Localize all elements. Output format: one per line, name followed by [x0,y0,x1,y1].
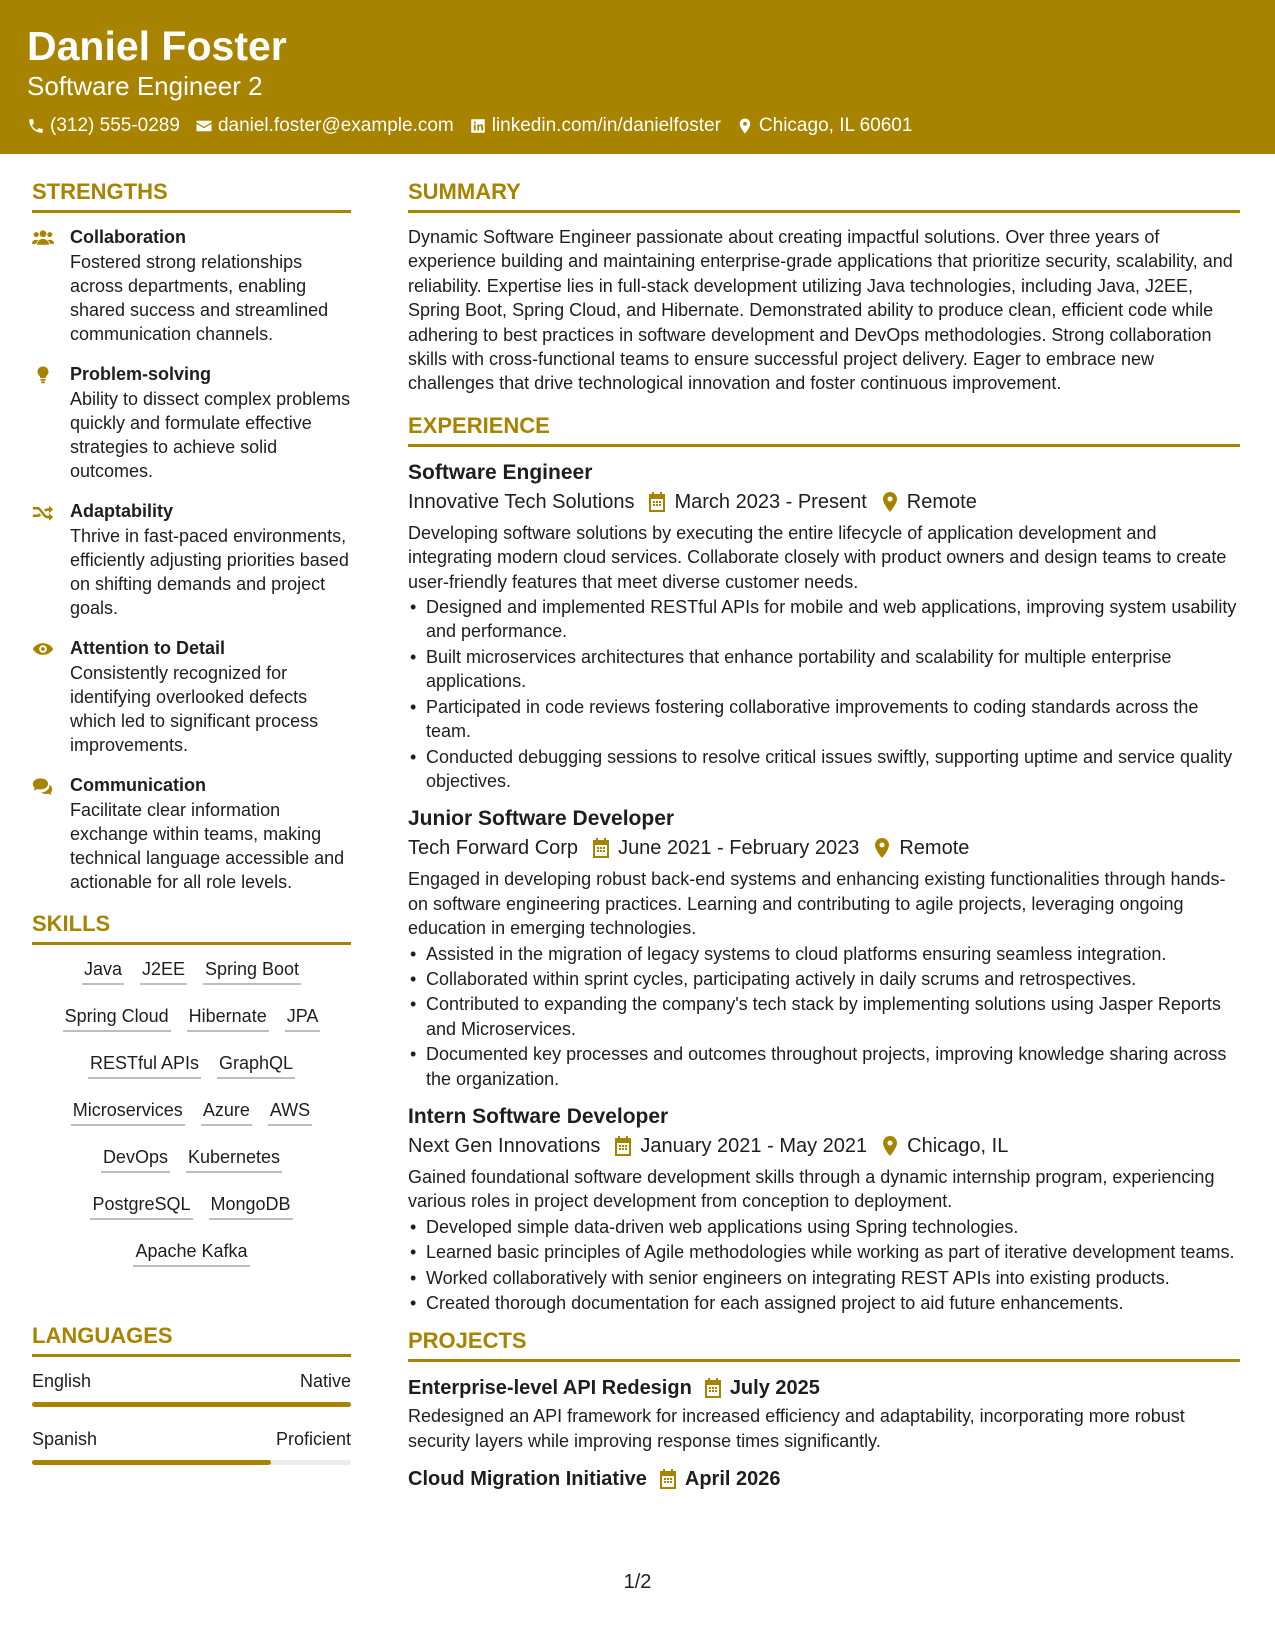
experience-heading: EXPERIENCE [408,412,1240,447]
map-pin-icon [881,1136,899,1156]
strength-title: Problem-solving [70,364,212,384]
phone-icon [27,117,45,135]
project-entry [408,1465,1240,1493]
job-entry [408,459,1240,793]
list-item: • Assisted in the migration of legacy systems to cloud platforms ensuring seamless integration. [408,942,1240,966]
job-company: Tech Forward Corp [408,837,579,860]
phone-text: (312) 555-0289 [50,115,180,136]
candidate-role: Software Engineer 2 [27,71,263,101]
list-item: • Worked collaboratively with senior engineers on integrating REST APIs into existing products. [408,1266,1240,1290]
eye-icon [32,639,54,659]
strength-desc: Facilitate clear information exchange within teams, making technical language accessible and actionable for all role levels. [70,800,345,892]
left-column [32,178,351,1485]
linkedin-icon [469,117,487,135]
strength-item [32,225,351,346]
language-name: English [32,1371,92,1391]
list-item: • Documented key processes and outcomes throughout projects, improving knowledge sharing across the organization. [408,1042,1240,1091]
job-meta [408,487,1240,517]
skills-heading: SKILLS [32,910,351,945]
comments-icon [32,776,54,796]
job-title: Intern Software Developer [408,1104,669,1128]
calendar-icon [592,838,610,858]
summary-text: Dynamic Software Engineer passionate about creating impactful solutions. Over three years of experience building and maintaining enterprise-grade applications that prioritize security, scalability, and reliability. Expertise lies in full-stack development utilizing Java technologies, including Java, J2EE, Spring Boot, Spring Cloud, and Hibernate. Demonstrated ability to produce clean, efficient code while adhering to best practices in software development and DevOps methodologies. Strong collaboration skills with cross-functional teams to ensure successful project delivery. Eager to embrace new challenges that drive technological innovation and foster continuous improvement. [408,227,1233,394]
list-item: • Designed and implemented RESTful APIs for mobile and web applications, improving system usability and performance. [408,595,1240,644]
strength-item [32,362,351,483]
job-location: Chicago, IL [907,1134,1009,1157]
summary-heading: SUMMARY [408,178,1240,213]
list-item: • Conducted debugging sessions to resolve critical issues swiftly, supporting uptime and service quality objectives. [408,745,1240,794]
skill-tag: Java [82,957,124,985]
lightbulb-icon [32,365,54,385]
job-location: Remote [906,490,977,513]
job-company: Next Gen Innovations [408,1134,601,1157]
job-meta [408,833,1240,863]
skill-tag: DevOps [101,1145,170,1173]
language-bar-fill [32,1460,271,1465]
contact-email[interactable] [195,114,454,138]
map-pin-icon [873,838,891,858]
job-description: Developing software solutions by executing the entire lifecycle of application development and integrating modern cloud services. Collaborate closely with product owners and design teams to create user-friendly features that meet diverse customer needs. [408,522,1227,592]
job-bullets [408,942,1240,1091]
skill-tag: J2EE [140,957,187,985]
skills-list [32,957,351,1286]
location-text: Chicago, IL 60601 [758,115,913,136]
list-item: • Developed simple data-driven web applications using Spring technologies. [408,1215,1240,1239]
skill-tag: Kubernetes [186,1145,282,1173]
job-entry [408,1103,1240,1315]
job-dates: March 2023 - Present [674,490,867,513]
contact-bar [27,114,1248,138]
strength-item [32,773,351,894]
skill-tag: GraphQL [217,1051,295,1079]
project-date: July 2025 [729,1377,820,1400]
language-item [32,1427,351,1465]
language-level: Proficient [275,1429,351,1449]
map-pin-icon [881,492,899,512]
strength-title: Collaboration [70,227,186,247]
job-title: Software Engineer [408,460,593,484]
strength-desc: Fostered strong relationships across departments, enabling shared success and streamlined communication channels. [70,252,329,344]
shuffle-icon [32,502,54,522]
skill-tag: Spring Boot [203,957,301,985]
skill-tag: PostgreSQL [90,1192,192,1220]
languages-heading: LANGUAGES [32,1322,351,1357]
job-location: Remote [899,837,970,860]
job-dates: June 2021 - February 2023 [618,837,860,860]
page-number: 1/2 [623,1571,652,1593]
strength-desc: Thrive in fast-paced environments, efficiently adjusting priorities based on shifting demands and project goals. [70,526,349,618]
strength-desc: Ability to dissect complex problems quickly and formulate effective strategies to achieve solid outcomes. [70,389,351,481]
strengths-heading: STRENGTHS [32,178,351,213]
calendar-icon [659,1469,677,1489]
list-item: • Collaborated within sprint cycles, participating actively in daily scrums and retrospectives. [408,967,1240,991]
job-bullets [408,1215,1240,1316]
resume-header [0,0,1275,154]
contact-phone[interactable] [27,114,180,138]
list-item: • Built microservices architectures that enhance portability and scalability for multiple enterprise applications. [408,645,1240,694]
calendar-icon [614,1136,632,1156]
right-column [408,178,1240,1493]
calendar-icon [648,492,666,512]
contact-linkedin[interactable] [469,114,721,138]
language-item [32,1369,351,1407]
job-description: Gained foundational software development skills through a dynamic internship program, experiencing various roles in project development from conception to deployment. [408,1166,1215,1212]
skill-tag: Hibernate [187,1004,269,1032]
project-description: Redesigned an API framework for increased efficiency and adaptability, incorporating more robust security layers while improving response times significantly. [408,1406,1185,1451]
skill-tag: Microservices [71,1098,185,1126]
list-item: • Created thorough documentation for each assigned project to aid future enhancements. [408,1291,1240,1315]
map-pin-icon [736,117,754,135]
list-item: • Contributed to expanding the company's tech stack by implementing solutions using Jasper Reports and Microservices. [408,992,1240,1041]
project-date: April 2026 [684,1468,781,1491]
email-text: daniel.foster@example.com [217,115,454,136]
skill-tag: Apache Kafka [133,1239,249,1267]
job-title: Junior Software Developer [408,807,675,831]
skill-tag: JPA [285,1004,321,1032]
skill-tag: Spring Cloud [63,1004,171,1032]
strength-desc: Consistently recognized for identifying overlooked defects which led to significant process improvements. [70,663,319,755]
language-name: Spanish [32,1429,98,1449]
skill-tag: MongoDB [209,1192,293,1220]
job-entry [408,805,1240,1091]
linkedin-text: linkedin.com/in/danielfoster [491,115,721,136]
strength-title: Attention to Detail [70,638,225,658]
strength-title: Communication [70,775,207,795]
list-item: • Learned basic principles of Agile methodologies while working as part of iterative development teams. [408,1240,1240,1264]
users-icon [32,228,54,248]
language-bar [32,1460,351,1465]
skill-tag: RESTful APIs [88,1051,201,1079]
job-company: Innovative Tech Solutions [408,490,635,513]
job-dates: January 2021 - May 2021 [640,1134,868,1157]
skill-tag: AWS [268,1098,312,1126]
projects-heading: PROJECTS [408,1327,1240,1362]
list-item: • Participated in code reviews fostering collaborative improvements to coding standards across the team. [408,695,1240,744]
strength-item [32,499,351,620]
calendar-icon [704,1378,722,1398]
project-entry [408,1374,1240,1453]
language-bar [32,1402,351,1407]
envelope-icon [195,117,213,135]
job-description: Engaged in developing robust back-end systems and enhancing existing functionalities through hands-on software engineering practices. Learning and contributing to agile projects, leveraging ongoing education in emerging technologies. [408,869,1226,939]
job-meta [408,1131,1240,1161]
language-bar-fill [32,1402,351,1407]
project-title: Enterprise-level API Redesign [408,1377,692,1400]
contact-location [736,114,913,138]
language-level: Native [299,1371,351,1391]
strength-title: Adaptability [70,501,174,521]
job-bullets [408,595,1240,793]
strength-item [32,636,351,757]
candidate-name: Daniel Foster [27,23,287,69]
skill-tag: Azure [201,1098,252,1126]
project-title: Cloud Migration Initiative [408,1468,647,1491]
